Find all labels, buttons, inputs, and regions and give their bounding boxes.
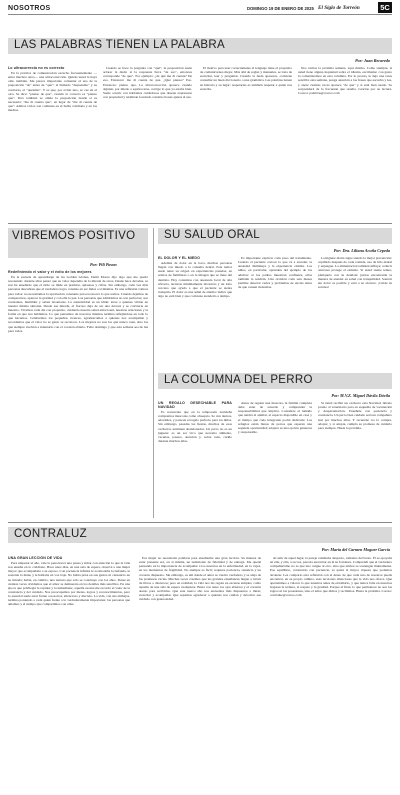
contraluz-text-2: Esa mujer no necesitaba palabras para enseñarme una gran lección. Su manera de estar presente era, en sí misma, un testimonio de fidelidad y de entrega. Me quedé pensando en la importancia de acompañar a los nuestros en la enfermedad, en la vejez, en los momentos de fragilidad. No siempre es fácil; requiere paciencia, renuncia y un corazón dispuesto. Sin embargo, es ahí donde el amor se vuelve verdadero y se aleja de las promesas vacías. Muchas veces creemos que las grandes enseñanzas llegan a través de libros o discursos; pero en realidad, la vida nos las regala en escenas simples, como aquella de una sala de espera cualquiera. Basta con tener los ojos abiertos y el corazón atento para recibirlas. Que este nuevo año nos encuentre más dispuestos a mirar, escuchar y acompañar. Que sepamos agradecer a quienes nos cuidan y devolver ese cuidado con generosidad. [139,556,261,602]
salud-subhead: EL DOLOR Y EL MIEDO [158,256,200,260]
section-divider [8,223,392,224]
palabras-column-4 [298,66,392,216]
palabras-text-1: En la práctica de comunicación escucho frecuentemente —entre muchos otros— una ultracorrección. Quizás usted la haya oído también. Me parece importante comentar el uso de la preposición "de" antes de "que": el llamado "dequeísmo" y su contrario, el "queísmo". Y es que, por evitar uno, se cae en el otro. Se dice: "pienso de que", cuando lo correcto es "pienso que". Pero también se omite la preposición donde sí es necesaria: "me di cuenta que", en lugar de "me di cuenta de que". Ambos vicios son comunes en el habla cotidiana y en los medios. [8,71,97,113]
salud-byline: Por: Dra. Liliana Acuña Cepeda [333,248,390,253]
palabras-title: LAS PALABRAS TIENEN LA PALABRA [14,39,225,51]
vibremos-column [8,270,148,519]
palabras-column-2 [103,66,192,216]
section-label: NOSOTROS [8,5,51,12]
contraluz-column-2 [139,556,261,788]
contraluz-column-3 [270,556,392,788]
palabras-text-4: Nos vemos la próxima semana, aquí mismo. Como siempre, si usted tiene alguna inquietud sobre el idioma, escríbame: con gusto la comentaremos en esta columna. Por lo pronto, le dejo una tarea sencilla: esta semana, ponga atención a las frases que escucha y lee, y anote cuántas veces aparece "de que" y si está bien usado. Se sorprenderá de lo frecuente que resulta. Gracias por su lectura. Correo: palabras@correo.com [298,66,392,95]
perro-byline: Por: M.V.Z. Miguel Dávila Dávila [331,393,390,398]
perro-column-3 [318,401,392,517]
perro-text-3: Si usted recibió un cachorro esta Navidad, llévelo pronto al veterinario para su esquema de vacunación y desparasitación. Enséñele con paciencia y constancia. Un perro bien cuidado será un compañero leal por muchos años. Y recuerde: no lo compre, adopte; y si adopta, cumpla su promesa de cuidarlo para siempre. Hasta la próxima. [318,401,392,430]
column-divider [153,228,154,518]
palabras-text-3: El motivo para usar correctamente el lenguaje tiene el propósito de comunicarnos mejor. Más allá de reglas y manuales, se trata de escuchar, leer y preguntar. Cuando la duda aparezca, conviene consultar un buen diccionario o una gramática. Las palabras tienen su historia y su lugar: respetarlas es también respetar a quien nos escucha. [200,66,292,91]
contraluz-text-1: Para empezar el año, vale la pena hacer una pausa y mirar con atención lo que la vida nos enseña en lo cotidiano. Hace unos días, en una sala de espera, observé a una mujer mayor que acompañaba a su esposo. Con paciencia infinita le acomodaba la bufanda, le sostenía la mano y le hablaba en voz baja. No había prisa en sus gestos ni cansancio en su mirada; había, en cambio, una ternura que sólo se construye con los años. Pensé en cuántas veces olvidamos que el amor se demuestra en los detalles más sencillos. En una época que privilegia la rapidez y la inmediatez, aquella escena me recordó el valor de la constancia y del cuidado. Nos preocupamos por metas, logros y reconocimientos, pero lo esencial suele estar frente a nosotros, silencioso y discreto. La vida, con sus altibajos, termina poniendo a cada quien frente a lo verdaderamente importante: las personas que amamos y el tiempo que compartimos con ellas. [8,561,130,607]
salud-column-2 [238,256,312,368]
header-rule [8,14,392,15]
salud-text-3: La higiene diaria sigue siendo la mejor prevención: cepillado después de cada comida, uso de hilo dental y enjuague. La alimentación también influye; reducir azúcares protege el esmalte. Si usted siente temor, platíquelo con su dentista: juntos encontrarán la manera de atender su salud con tranquilidad. Sonreír sin dolor es posible y está a su alcance. ¡Cuide su sonrisa! [318,256,392,289]
perro-column-1 [158,401,232,517]
contraluz-column-1 [8,556,130,788]
vibremos-subhead: Redefiniendo el valor y el éxito de los mejores [8,270,92,274]
salud-text-2: Es importante explicar cada paso del tratamiento. Cuando el paciente conoce lo que va a suceder, la ansiedad disminuye y la experiencia cambia. Los niños, en particular, aprenden del ejemplo de los adultos: si los padres muestran confianza, ellos también la tendrán. Una revisión cada seis meses permite detectar caries y problemas de encías antes de que causen molestias. [238,256,312,289]
page-number: 5C [378,2,392,13]
perro-text-2: Antes de regalar una mascota, la familia completa debe estar de acuerdo y comprender la responsabilidad que implica. Considere el tamaño que tendrá el animal, el espacio disponible en casa y el tiempo que cada integrante podrá dedicarle. Los refugios están llenos de perros que esperan una segunda oportunidad; adoptar es una opción generosa y responsable. [238,401,312,434]
perro-title: LA COLUMNA DEL PERRO [164,374,313,386]
palabras-subhead: Lo ultracorrecto no es correcto [8,66,65,70]
salud-text-1: Además de dolor en la boca, muchas personas llegan con miedo a la consulta dental. Este temor suele tener su origen en experiencias pasadas, en relatos de familiares o en la imagen que se tiene del dentista. Hoy contamos con anestesia local de alta eficacia, técnicas mínimamente invasivas y un trato cercano que ayuda a que el paciente se sienta tranquilo. El dolor es una señal de alarma: indica que algo no está bien y que conviene atenderlo a tiempo. [158,261,232,298]
salud-column-3 [318,256,392,368]
contraluz-byline: Por: María del Carmen Moguer García [321,547,390,552]
palabras-text-2: Cuando se hace la pregunta con "qué", la preposición suele aclarar la duda: si la respuesta lleva "de eso", entonces corresponde "de que". Por ejemplo: ¿de qué me di cuenta? De eso. Entonces: me di cuenta de que. ¿Qué pienso? Eso. Entonces: pienso que. La ultracorrección aparece cuando alguien, por miedo a equivocarse, corrige lo que ya estaba bien. Suele ocurrir con hablantes cuidadosos que desean expresarse con propiedad y terminan forzando construcciones ajenas al uso. [103,66,192,99]
perro-text-1: Es recurrente que en la temporada navideña compremos mascotas como obsequio. Se ven tiernos, adorables, y parecen el regalo perfecto para los niños. Sin embargo, pasadas las fiestas, muchos de esos cachorros terminan abandonados. Un perro no es un juguete: es un ser vivo que necesita alimento, vacunas, paseos, atención y, sobre todo, cariño durante muchos años. [158,410,232,443]
issue-date: DOMINGO 19 DE ENERO DE 2025 [247,6,314,11]
salud-title: SU SALUD ORAL [164,229,260,241]
palabras-byline: Por: Juan Recaredo [355,58,390,63]
vibremos-text: En la escuela de aprendizaje de las Golden Globes, Demi Moore dijo algo que me quedó resonando: durante años pensó que su valor dependía de la mirada de otros. Desde hace décadas, se nos ha enseñado que el éxito se mide en premios, aplausos y cifras. Sin embargo, cada vez más personas descubren que el verdadero logro consiste en ser fieles a sí mismas. Es una reflexión valiosa para todos: no necesitamos la aprobación constante para reconocer lo que somos. Cuando dejamos de compararnos, aparece la gratitud y con ella la paz. Las personas que admiramos no son perfectas; son constantes, humildes y saben levantarse. La autenticidad es un imán: atrae a quienes vibran en nuestra misma sintonía. Desde esa mirada, el fracaso deja de ser una derrota y se convierte en maestro. Vivamos cada día con propósito, cuidando nuestra salud emocional, nuestras relaciones y la forma en que nos hablamos. Lo que pensamos de nosotros mismos termina reflejándose en todo lo que hacemos. Celebremos los pequeños avances, agradezcamos a quienes nos acompañan y recordemos que el valor no se gana: se reconoce. Los mejores no son los que nunca caen, sino los que siempre vuelven a intentarlo con el corazón abierto. Feliz domingo y que esta semana sea de luz para todos. [8,275,148,333]
palabras-column-1 [8,66,97,216]
vibremos-title: VIBREMOS POSITIVO [12,230,136,242]
contraluz-title: CONTRALUZ [14,528,87,540]
vibremos-byline: Por: Pili Pavon [90,262,117,267]
perro-column-2 [238,401,312,517]
contraluz-text-3: Al salir de aquel lugar, la pareja caminaba despacio, tomados del brazo. Él se apoyaba en ella, y ella, a su vez, parecía encontrar en él su fortaleza. Comprendí que el verdadero compañerismo no es que uno cargue al otro, sino que ambos se sostengan mutuamente. Ese equilibrio, construido con paciencia, es quizá la mayor riqueza que podemos alcanzar. Les comparto esta reflexión con el deseo de que cada uno de nosotros pueda encontrar, en su propio camino, esas lecciones silenciosas que la vida nos ofrece. Que aprendamos a valorar lo que tenemos antes de extrañarlo, y que nunca falte en nuestros hogares la ternura, el respeto y la gratitud. Porque al final, lo que permanece no son los logros ni las posesiones, sino el amor que dimos y recibimos. Hasta la próxima. Correo: contraluz@correo.com [270,556,392,598]
contraluz-subhead: UNA GRAN LECCIÓN DE VIDA [8,556,63,560]
newspaper-logo: El Siglo de Torreón [318,5,360,11]
section-divider-bottom [8,522,392,523]
palabras-column-3 [200,66,292,216]
perro-subhead: UN REGALO DESECHABLE PARA NAVIDAD [158,401,232,409]
salud-column-1 [158,256,232,368]
